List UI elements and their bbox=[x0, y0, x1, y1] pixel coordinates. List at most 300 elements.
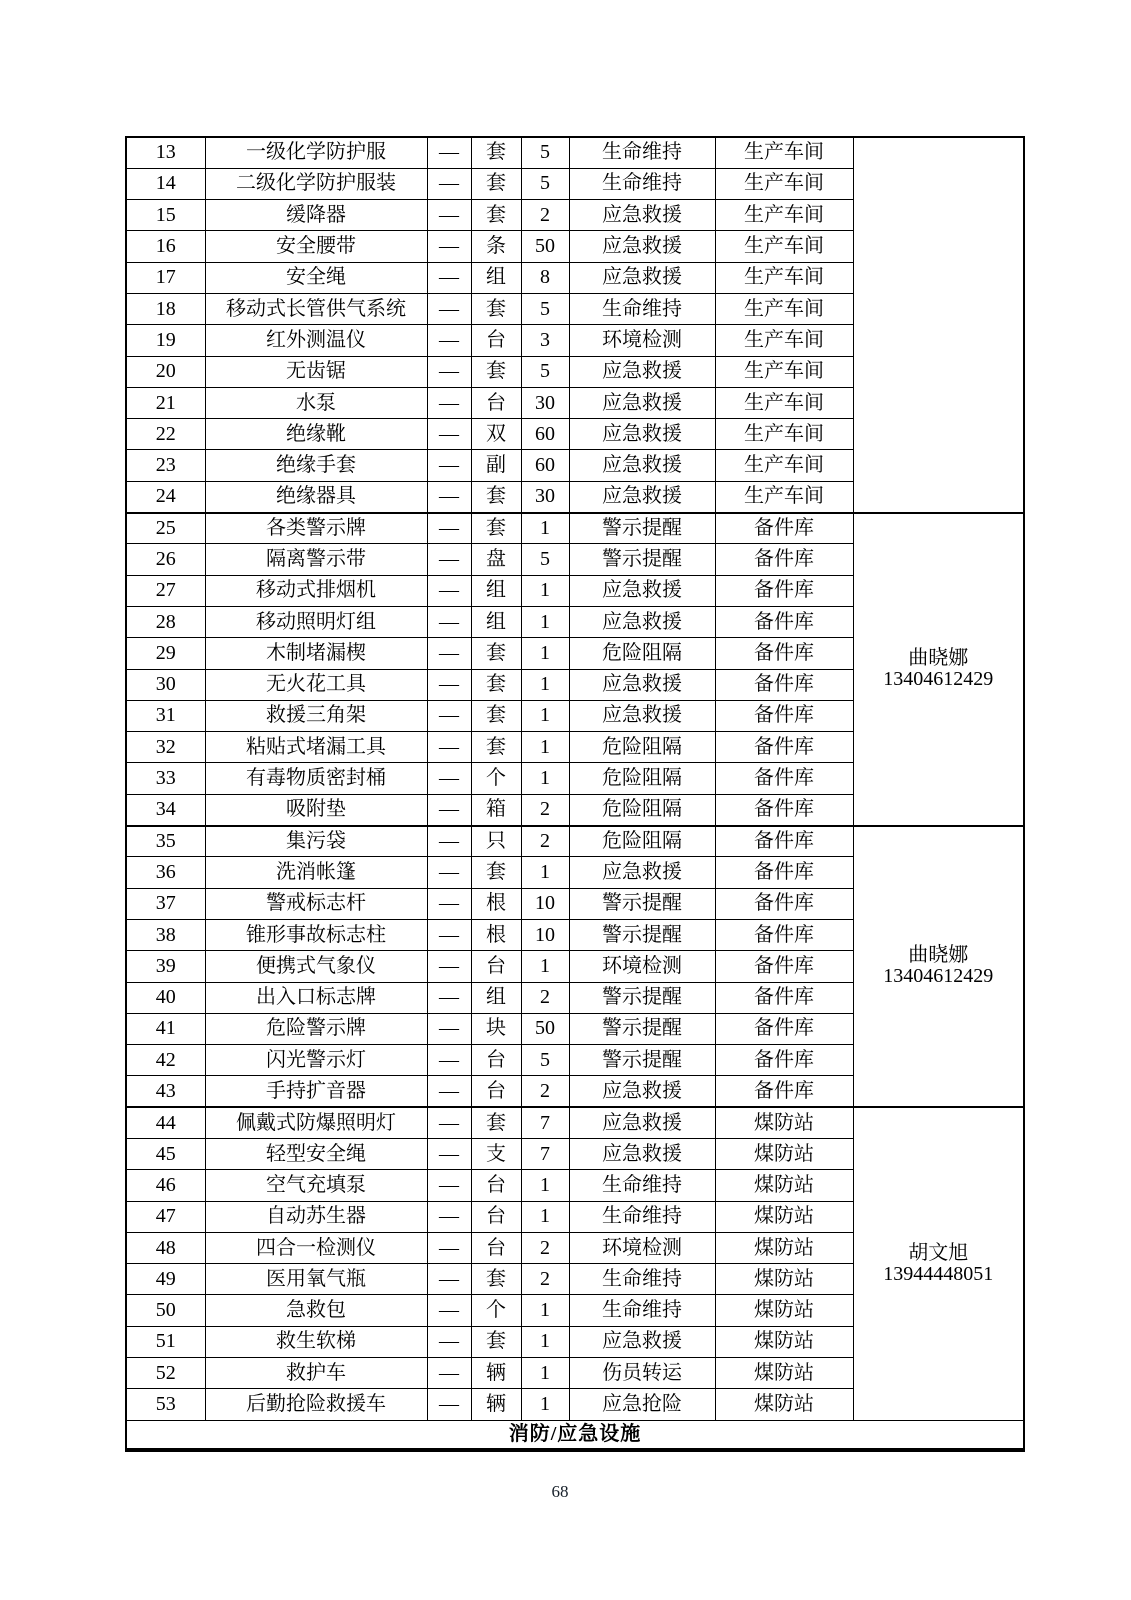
cell-spec: — bbox=[427, 481, 471, 512]
cell-unit: 辆 bbox=[471, 1389, 521, 1420]
cell-location: 生产车间 bbox=[715, 200, 853, 231]
cell-name: 闪光警示灯 bbox=[205, 1045, 427, 1076]
cell-qty: 1 bbox=[521, 951, 569, 982]
cell-purpose: 应急救援 bbox=[569, 700, 715, 731]
cell-name: 手持扩音器 bbox=[205, 1076, 427, 1107]
cell-purpose: 应急救援 bbox=[569, 1139, 715, 1170]
cell-unit: 根 bbox=[471, 888, 521, 919]
cell-no: 48 bbox=[126, 1232, 205, 1263]
cell-no: 33 bbox=[126, 763, 205, 794]
contact-name: 曲晓娜 bbox=[908, 944, 969, 967]
cell-purpose: 警示提醒 bbox=[569, 888, 715, 919]
cell-location: 煤防站 bbox=[715, 1201, 853, 1232]
contact-name: 曲晓娜 bbox=[908, 647, 969, 670]
cell-qty: 60 bbox=[521, 450, 569, 481]
cell-no: 36 bbox=[126, 857, 205, 888]
cell-unit: 组 bbox=[471, 982, 521, 1013]
cell-name: 粘贴式堵漏工具 bbox=[205, 732, 427, 763]
cell-unit: 套 bbox=[471, 1326, 521, 1357]
cell-unit: 套 bbox=[471, 700, 521, 731]
cell-unit: 套 bbox=[471, 356, 521, 387]
cell-qty: 2 bbox=[521, 1264, 569, 1295]
page-number: 68 bbox=[551, 1482, 569, 1501]
cell-location: 煤防站 bbox=[715, 1358, 853, 1389]
cell-purpose: 警示提醒 bbox=[569, 982, 715, 1013]
cell-name: 一级化学防护服 bbox=[205, 137, 427, 168]
cell-qty: 5 bbox=[521, 544, 569, 575]
cell-name: 救护车 bbox=[205, 1358, 427, 1389]
cell-spec: — bbox=[427, 513, 471, 544]
cell-location: 煤防站 bbox=[715, 1389, 853, 1420]
cell-unit: 套 bbox=[471, 168, 521, 199]
cell-no: 49 bbox=[126, 1264, 205, 1295]
cell-spec: — bbox=[427, 1139, 471, 1170]
cell-purpose: 环境检测 bbox=[569, 951, 715, 982]
cell-no: 21 bbox=[126, 387, 205, 418]
cell-qty: 7 bbox=[521, 1139, 569, 1170]
cell-location: 备件库 bbox=[715, 1076, 853, 1107]
cell-no: 31 bbox=[126, 700, 205, 731]
cell-location: 煤防站 bbox=[715, 1264, 853, 1295]
cell-spec: — bbox=[427, 732, 471, 763]
cell-spec: — bbox=[427, 262, 471, 293]
cell-spec: — bbox=[427, 1107, 471, 1138]
cell-qty: 5 bbox=[521, 356, 569, 387]
cell-name: 后勤抢险救援车 bbox=[205, 1389, 427, 1420]
cell-spec: — bbox=[427, 919, 471, 950]
cell-location: 生产车间 bbox=[715, 262, 853, 293]
cell-location: 备件库 bbox=[715, 575, 853, 606]
cell-location: 备件库 bbox=[715, 888, 853, 919]
cell-qty: 5 bbox=[521, 1045, 569, 1076]
contact-cell bbox=[853, 137, 1024, 513]
cell-unit: 组 bbox=[471, 262, 521, 293]
cell-purpose: 警示提醒 bbox=[569, 544, 715, 575]
contact-phone: 13404612429 bbox=[883, 668, 994, 691]
cell-name: 警戒标志杆 bbox=[205, 888, 427, 919]
cell-name: 锥形事故标志柱 bbox=[205, 919, 427, 950]
cell-no: 53 bbox=[126, 1389, 205, 1420]
equipment-table bbox=[125, 136, 1025, 1452]
cell-purpose: 伤员转运 bbox=[569, 1358, 715, 1389]
cell-name: 缓降器 bbox=[205, 200, 427, 231]
cell-name: 医用氧气瓶 bbox=[205, 1264, 427, 1295]
cell-no: 46 bbox=[126, 1170, 205, 1201]
cell-location: 生产车间 bbox=[715, 450, 853, 481]
cell-name: 救生软梯 bbox=[205, 1326, 427, 1357]
cell-spec: — bbox=[427, 575, 471, 606]
cell-qty: 30 bbox=[521, 387, 569, 418]
cell-qty: 5 bbox=[521, 168, 569, 199]
cell-qty: 5 bbox=[521, 137, 569, 168]
cell-name: 绝缘手套 bbox=[205, 450, 427, 481]
cell-no: 39 bbox=[126, 951, 205, 982]
cell-purpose: 应急抢险 bbox=[569, 1389, 715, 1420]
cell-purpose: 应急救援 bbox=[569, 419, 715, 450]
cell-location: 生产车间 bbox=[715, 293, 853, 324]
cell-no: 40 bbox=[126, 982, 205, 1013]
cell-no: 44 bbox=[126, 1107, 205, 1138]
cell-purpose: 应急救援 bbox=[569, 1107, 715, 1138]
cell-name: 集污袋 bbox=[205, 826, 427, 857]
cell-qty: 30 bbox=[521, 481, 569, 512]
cell-location: 生产车间 bbox=[715, 419, 853, 450]
cell-location: 生产车间 bbox=[715, 137, 853, 168]
cell-no: 47 bbox=[126, 1201, 205, 1232]
cell-qty: 8 bbox=[521, 262, 569, 293]
cell-qty: 10 bbox=[521, 888, 569, 919]
cell-name: 危险警示牌 bbox=[205, 1013, 427, 1044]
cell-name: 安全绳 bbox=[205, 262, 427, 293]
cell-location: 备件库 bbox=[715, 794, 853, 825]
cell-unit: 条 bbox=[471, 231, 521, 262]
cell-purpose: 生命维持 bbox=[569, 1170, 715, 1201]
cell-name: 水泵 bbox=[205, 387, 427, 418]
cell-qty: 1 bbox=[521, 1170, 569, 1201]
cell-unit: 台 bbox=[471, 1076, 521, 1107]
cell-location: 煤防站 bbox=[715, 1232, 853, 1263]
cell-location: 备件库 bbox=[715, 982, 853, 1013]
cell-unit: 套 bbox=[471, 481, 521, 512]
cell-spec: — bbox=[427, 1076, 471, 1107]
cell-unit: 组 bbox=[471, 606, 521, 637]
cell-purpose: 生命维持 bbox=[569, 1201, 715, 1232]
cell-location: 生产车间 bbox=[715, 481, 853, 512]
cell-qty: 1 bbox=[521, 1358, 569, 1389]
cell-unit: 只 bbox=[471, 826, 521, 857]
cell-spec: — bbox=[427, 231, 471, 262]
cell-unit: 双 bbox=[471, 419, 521, 450]
cell-location: 备件库 bbox=[715, 732, 853, 763]
cell-purpose: 危险阻隔 bbox=[569, 732, 715, 763]
cell-spec: — bbox=[427, 826, 471, 857]
cell-qty: 2 bbox=[521, 982, 569, 1013]
equipment-table-body bbox=[126, 137, 1024, 1420]
section-footer-title: 消防/应急设施 bbox=[126, 1420, 1024, 1450]
cell-unit: 台 bbox=[471, 387, 521, 418]
cell-location: 煤防站 bbox=[715, 1139, 853, 1170]
cell-qty: 1 bbox=[521, 1389, 569, 1420]
cell-unit: 根 bbox=[471, 919, 521, 950]
cell-unit: 套 bbox=[471, 293, 521, 324]
cell-purpose: 应急救援 bbox=[569, 356, 715, 387]
cell-name: 佩戴式防爆照明灯 bbox=[205, 1107, 427, 1138]
cell-name: 木制堵漏楔 bbox=[205, 638, 427, 669]
cell-spec: — bbox=[427, 419, 471, 450]
cell-name: 移动照明灯组 bbox=[205, 606, 427, 637]
cell-spec: — bbox=[427, 293, 471, 324]
table-row bbox=[126, 826, 1024, 857]
cell-qty: 1 bbox=[521, 857, 569, 888]
cell-spec: — bbox=[427, 1045, 471, 1076]
cell-spec: — bbox=[427, 857, 471, 888]
cell-spec: — bbox=[427, 1358, 471, 1389]
cell-no: 51 bbox=[126, 1326, 205, 1357]
cell-name: 自动苏生器 bbox=[205, 1201, 427, 1232]
cell-qty: 1 bbox=[521, 1201, 569, 1232]
cell-spec: — bbox=[427, 888, 471, 919]
contact-phone: 13944448051 bbox=[883, 1262, 994, 1285]
cell-no: 52 bbox=[126, 1358, 205, 1389]
cell-name: 四合一检测仪 bbox=[205, 1232, 427, 1263]
cell-location: 备件库 bbox=[715, 606, 853, 637]
cell-location: 备件库 bbox=[715, 1045, 853, 1076]
cell-location: 生产车间 bbox=[715, 387, 853, 418]
cell-purpose: 应急救援 bbox=[569, 575, 715, 606]
cell-spec: — bbox=[427, 168, 471, 199]
cell-no: 28 bbox=[126, 606, 205, 637]
cell-no: 18 bbox=[126, 293, 205, 324]
cell-unit: 套 bbox=[471, 1264, 521, 1295]
cell-unit: 块 bbox=[471, 1013, 521, 1044]
cell-no: 16 bbox=[126, 231, 205, 262]
cell-purpose: 环境检测 bbox=[569, 1232, 715, 1263]
cell-no: 50 bbox=[126, 1295, 205, 1326]
cell-location: 备件库 bbox=[715, 763, 853, 794]
cell-qty: 1 bbox=[521, 638, 569, 669]
cell-location: 煤防站 bbox=[715, 1170, 853, 1201]
cell-location: 生产车间 bbox=[715, 356, 853, 387]
cell-purpose: 应急救援 bbox=[569, 450, 715, 481]
cell-name: 轻型安全绳 bbox=[205, 1139, 427, 1170]
cell-unit: 套 bbox=[471, 732, 521, 763]
cell-spec: — bbox=[427, 638, 471, 669]
cell-location: 备件库 bbox=[715, 1013, 853, 1044]
cell-no: 19 bbox=[126, 325, 205, 356]
cell-location: 煤防站 bbox=[715, 1326, 853, 1357]
cell-qty: 2 bbox=[521, 826, 569, 857]
cell-purpose: 警示提醒 bbox=[569, 1013, 715, 1044]
cell-unit: 箱 bbox=[471, 794, 521, 825]
table-row bbox=[126, 1107, 1024, 1138]
cell-unit: 个 bbox=[471, 763, 521, 794]
cell-no: 34 bbox=[126, 794, 205, 825]
cell-spec: — bbox=[427, 951, 471, 982]
cell-no: 14 bbox=[126, 168, 205, 199]
cell-spec: — bbox=[427, 763, 471, 794]
cell-purpose: 应急救援 bbox=[569, 481, 715, 512]
cell-no: 20 bbox=[126, 356, 205, 387]
cell-qty: 3 bbox=[521, 325, 569, 356]
cell-spec: — bbox=[427, 200, 471, 231]
cell-name: 救援三角架 bbox=[205, 700, 427, 731]
cell-location: 生产车间 bbox=[715, 231, 853, 262]
cell-no: 25 bbox=[126, 513, 205, 544]
cell-qty: 7 bbox=[521, 1107, 569, 1138]
cell-name: 移动式长管供气系统 bbox=[205, 293, 427, 324]
cell-unit: 组 bbox=[471, 575, 521, 606]
cell-purpose: 生命维持 bbox=[569, 1264, 715, 1295]
cell-spec: — bbox=[427, 1201, 471, 1232]
cell-unit: 台 bbox=[471, 1201, 521, 1232]
cell-location: 煤防站 bbox=[715, 1295, 853, 1326]
cell-location: 备件库 bbox=[715, 919, 853, 950]
cell-no: 37 bbox=[126, 888, 205, 919]
cell-unit: 台 bbox=[471, 1232, 521, 1263]
cell-qty: 1 bbox=[521, 732, 569, 763]
cell-spec: — bbox=[427, 700, 471, 731]
cell-name: 移动式排烟机 bbox=[205, 575, 427, 606]
contact-cell bbox=[853, 513, 1024, 826]
cell-qty: 60 bbox=[521, 419, 569, 450]
cell-location: 备件库 bbox=[715, 826, 853, 857]
cell-qty: 5 bbox=[521, 293, 569, 324]
table-row bbox=[126, 137, 1024, 168]
cell-purpose: 警示提醒 bbox=[569, 513, 715, 544]
cell-unit: 套 bbox=[471, 1107, 521, 1138]
cell-no: 35 bbox=[126, 826, 205, 857]
cell-purpose: 应急救援 bbox=[569, 606, 715, 637]
cell-qty: 2 bbox=[521, 794, 569, 825]
cell-purpose: 应急救援 bbox=[569, 387, 715, 418]
cell-spec: — bbox=[427, 669, 471, 700]
cell-no: 15 bbox=[126, 200, 205, 231]
cell-unit: 台 bbox=[471, 325, 521, 356]
contact-cell bbox=[853, 1107, 1024, 1420]
cell-no: 23 bbox=[126, 450, 205, 481]
cell-qty: 50 bbox=[521, 1013, 569, 1044]
cell-name: 隔离警示带 bbox=[205, 544, 427, 575]
cell-unit: 支 bbox=[471, 1139, 521, 1170]
cell-purpose: 应急救援 bbox=[569, 1326, 715, 1357]
cell-spec: — bbox=[427, 1232, 471, 1263]
cell-purpose: 应急救援 bbox=[569, 231, 715, 262]
cell-location: 生产车间 bbox=[715, 325, 853, 356]
cell-unit: 套 bbox=[471, 200, 521, 231]
cell-no: 29 bbox=[126, 638, 205, 669]
cell-location: 备件库 bbox=[715, 951, 853, 982]
cell-no: 24 bbox=[126, 481, 205, 512]
cell-name: 有毒物质密封桶 bbox=[205, 763, 427, 794]
cell-spec: — bbox=[427, 387, 471, 418]
cell-unit: 辆 bbox=[471, 1358, 521, 1389]
cell-purpose: 应急救援 bbox=[569, 669, 715, 700]
cell-location: 备件库 bbox=[715, 857, 853, 888]
cell-unit: 个 bbox=[471, 1295, 521, 1326]
cell-spec: — bbox=[427, 325, 471, 356]
cell-spec: — bbox=[427, 1013, 471, 1044]
cell-qty: 1 bbox=[521, 763, 569, 794]
cell-qty: 1 bbox=[521, 1326, 569, 1357]
cell-qty: 2 bbox=[521, 1232, 569, 1263]
cell-no: 45 bbox=[126, 1139, 205, 1170]
cell-qty: 1 bbox=[521, 575, 569, 606]
cell-name: 吸附垫 bbox=[205, 794, 427, 825]
cell-name: 二级化学防护服装 bbox=[205, 168, 427, 199]
cell-purpose: 危险阻隔 bbox=[569, 826, 715, 857]
cell-name: 急救包 bbox=[205, 1295, 427, 1326]
cell-location: 备件库 bbox=[715, 513, 853, 544]
cell-name: 出入口标志牌 bbox=[205, 982, 427, 1013]
cell-name: 无齿锯 bbox=[205, 356, 427, 387]
cell-purpose: 警示提醒 bbox=[569, 919, 715, 950]
cell-unit: 套 bbox=[471, 513, 521, 544]
cell-qty: 1 bbox=[521, 669, 569, 700]
cell-unit: 套 bbox=[471, 638, 521, 669]
cell-purpose: 应急救援 bbox=[569, 1076, 715, 1107]
cell-no: 41 bbox=[126, 1013, 205, 1044]
cell-no: 17 bbox=[126, 262, 205, 293]
cell-purpose: 应急救援 bbox=[569, 262, 715, 293]
cell-spec: — bbox=[427, 450, 471, 481]
cell-spec: — bbox=[427, 1389, 471, 1420]
cell-purpose: 警示提醒 bbox=[569, 1045, 715, 1076]
cell-unit: 副 bbox=[471, 450, 521, 481]
cell-name: 空气充填泵 bbox=[205, 1170, 427, 1201]
cell-spec: — bbox=[427, 794, 471, 825]
table-row bbox=[126, 513, 1024, 544]
cell-name: 无火花工具 bbox=[205, 669, 427, 700]
cell-qty: 1 bbox=[521, 606, 569, 637]
cell-spec: — bbox=[427, 356, 471, 387]
cell-name: 红外测温仪 bbox=[205, 325, 427, 356]
cell-purpose: 应急救援 bbox=[569, 857, 715, 888]
cell-unit: 盘 bbox=[471, 544, 521, 575]
cell-no: 32 bbox=[126, 732, 205, 763]
cell-spec: — bbox=[427, 1170, 471, 1201]
cell-name: 绝缘靴 bbox=[205, 419, 427, 450]
cell-purpose: 应急救援 bbox=[569, 200, 715, 231]
cell-qty: 1 bbox=[521, 513, 569, 544]
cell-qty: 2 bbox=[521, 1076, 569, 1107]
cell-spec: — bbox=[427, 544, 471, 575]
contact-phone: 13404612429 bbox=[883, 965, 994, 988]
cell-no: 13 bbox=[126, 137, 205, 168]
cell-spec: — bbox=[427, 606, 471, 637]
cell-location: 备件库 bbox=[715, 638, 853, 669]
cell-spec: — bbox=[427, 982, 471, 1013]
cell-spec: — bbox=[427, 1326, 471, 1357]
cell-purpose: 生命维持 bbox=[569, 293, 715, 324]
cell-unit: 套 bbox=[471, 669, 521, 700]
cell-purpose: 危险阻隔 bbox=[569, 638, 715, 669]
cell-no: 38 bbox=[126, 919, 205, 950]
cell-location: 备件库 bbox=[715, 700, 853, 731]
section-footer-row bbox=[126, 1420, 1024, 1450]
cell-purpose: 生命维持 bbox=[569, 1295, 715, 1326]
cell-unit: 台 bbox=[471, 1045, 521, 1076]
cell-purpose: 危险阻隔 bbox=[569, 763, 715, 794]
cell-spec: — bbox=[427, 1295, 471, 1326]
cell-purpose: 环境检测 bbox=[569, 325, 715, 356]
cell-location: 备件库 bbox=[715, 544, 853, 575]
cell-qty: 2 bbox=[521, 200, 569, 231]
cell-name: 洗消帐篷 bbox=[205, 857, 427, 888]
cell-no: 30 bbox=[126, 669, 205, 700]
cell-no: 22 bbox=[126, 419, 205, 450]
cell-unit: 套 bbox=[471, 857, 521, 888]
cell-location: 生产车间 bbox=[715, 168, 853, 199]
cell-qty: 1 bbox=[521, 700, 569, 731]
cell-qty: 1 bbox=[521, 1295, 569, 1326]
cell-name: 便携式气象仪 bbox=[205, 951, 427, 982]
cell-purpose: 危险阻隔 bbox=[569, 794, 715, 825]
cell-name: 安全腰带 bbox=[205, 231, 427, 262]
cell-purpose: 生命维持 bbox=[569, 137, 715, 168]
cell-unit: 套 bbox=[471, 137, 521, 168]
cell-unit: 台 bbox=[471, 951, 521, 982]
cell-name: 各类警示牌 bbox=[205, 513, 427, 544]
cell-no: 27 bbox=[126, 575, 205, 606]
contact-name: 胡文旭 bbox=[908, 1241, 969, 1264]
contact-cell bbox=[853, 826, 1024, 1108]
cell-no: 26 bbox=[126, 544, 205, 575]
cell-unit: 台 bbox=[471, 1170, 521, 1201]
cell-location: 备件库 bbox=[715, 669, 853, 700]
cell-no: 43 bbox=[126, 1076, 205, 1107]
cell-name: 绝缘器具 bbox=[205, 481, 427, 512]
cell-qty: 10 bbox=[521, 919, 569, 950]
